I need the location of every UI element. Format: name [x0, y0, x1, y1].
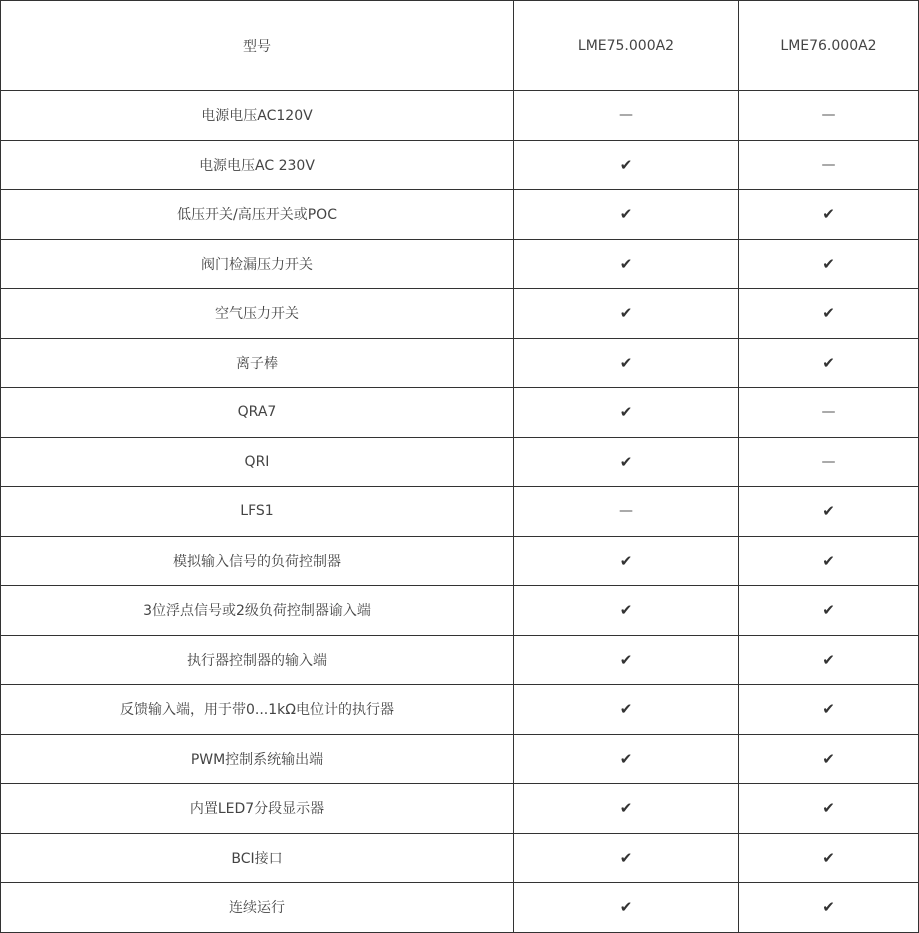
header-model: 型号	[1, 1, 514, 91]
table-row	[1, 833, 919, 883]
lme75-value: —	[514, 487, 739, 537]
lme76-value: ✔	[739, 536, 919, 586]
lme75-value: ✔	[514, 239, 739, 289]
table-row	[1, 239, 919, 289]
lme75-value: ✔	[514, 784, 739, 834]
table-row	[1, 437, 919, 487]
feature-cell: 电源电压AC120V	[1, 91, 514, 141]
lme76-value: ✔	[739, 190, 919, 240]
lme75-value: ✔	[514, 734, 739, 784]
table-row	[1, 140, 919, 190]
feature-cell: 低压开关/高压开关或POC	[1, 190, 514, 240]
feature-cell: 3位浮点信号或2级负荷控制器谕入端	[1, 586, 514, 636]
feature-cell: 阀门检漏压力开关	[1, 239, 514, 289]
feature-cell: LFS1	[1, 487, 514, 537]
lme76-value: ✔	[739, 833, 919, 883]
feature-cell: QRI	[1, 437, 514, 487]
table-row	[1, 784, 919, 834]
lme76-value: ✔	[739, 883, 919, 933]
feature-cell: 连续运行	[1, 883, 514, 933]
lme76-value: ✔	[739, 338, 919, 388]
lme75-value: ✔	[514, 140, 739, 190]
lme75-value: ✔	[514, 388, 739, 438]
feature-cell: 离子棒	[1, 338, 514, 388]
header-lme76: LME76.000A2	[739, 1, 919, 91]
lme76-value: ✔	[739, 289, 919, 339]
header-lme75: LME75.000A2	[514, 1, 739, 91]
table-row	[1, 190, 919, 240]
lme76-value: ✔	[739, 635, 919, 685]
lme76-value: ✔	[739, 784, 919, 834]
table-row	[1, 734, 919, 784]
table-row	[1, 883, 919, 933]
feature-cell: QRA7	[1, 388, 514, 438]
feature-cell: 电源电压AC 230V	[1, 140, 514, 190]
lme75-value: ✔	[514, 190, 739, 240]
feature-cell: 反馈输入端，用于带0...1kΩ电位计的执行器	[1, 685, 514, 735]
lme76-value: —	[739, 437, 919, 487]
lme76-value: ✔	[739, 734, 919, 784]
feature-cell: 模拟输入信号的负荷控制器	[1, 536, 514, 586]
lme75-value: ✔	[514, 338, 739, 388]
lme75-value: ✔	[514, 536, 739, 586]
lme75-value: ✔	[514, 883, 739, 933]
lme75-value: —	[514, 91, 739, 141]
lme76-value: —	[739, 91, 919, 141]
lme75-value: ✔	[514, 833, 739, 883]
table-row	[1, 91, 919, 141]
feature-cell: 空气压力开关	[1, 289, 514, 339]
feature-cell: BCI接口	[1, 833, 514, 883]
lme76-value: ✔	[739, 487, 919, 537]
lme75-value: ✔	[514, 685, 739, 735]
table-row	[1, 685, 919, 735]
table-row	[1, 487, 919, 537]
lme75-value: ✔	[514, 289, 739, 339]
table-row	[1, 635, 919, 685]
feature-cell: PWM控制系统输出端	[1, 734, 514, 784]
table-row	[1, 338, 919, 388]
table-row	[1, 289, 919, 339]
header-row	[1, 1, 919, 91]
lme76-value: ✔	[739, 685, 919, 735]
table-row	[1, 586, 919, 636]
table-row	[1, 536, 919, 586]
lme75-value: ✔	[514, 437, 739, 487]
feature-cell: 执行器控制器的输入端	[1, 635, 514, 685]
lme76-value: ✔	[739, 586, 919, 636]
lme76-value: —	[739, 140, 919, 190]
lme76-value: —	[739, 388, 919, 438]
lme76-value: ✔	[739, 239, 919, 289]
table-row	[1, 388, 919, 438]
feature-cell: 内置LED7分段显示器	[1, 784, 514, 834]
lme75-value: ✔	[514, 635, 739, 685]
lme75-value: ✔	[514, 586, 739, 636]
